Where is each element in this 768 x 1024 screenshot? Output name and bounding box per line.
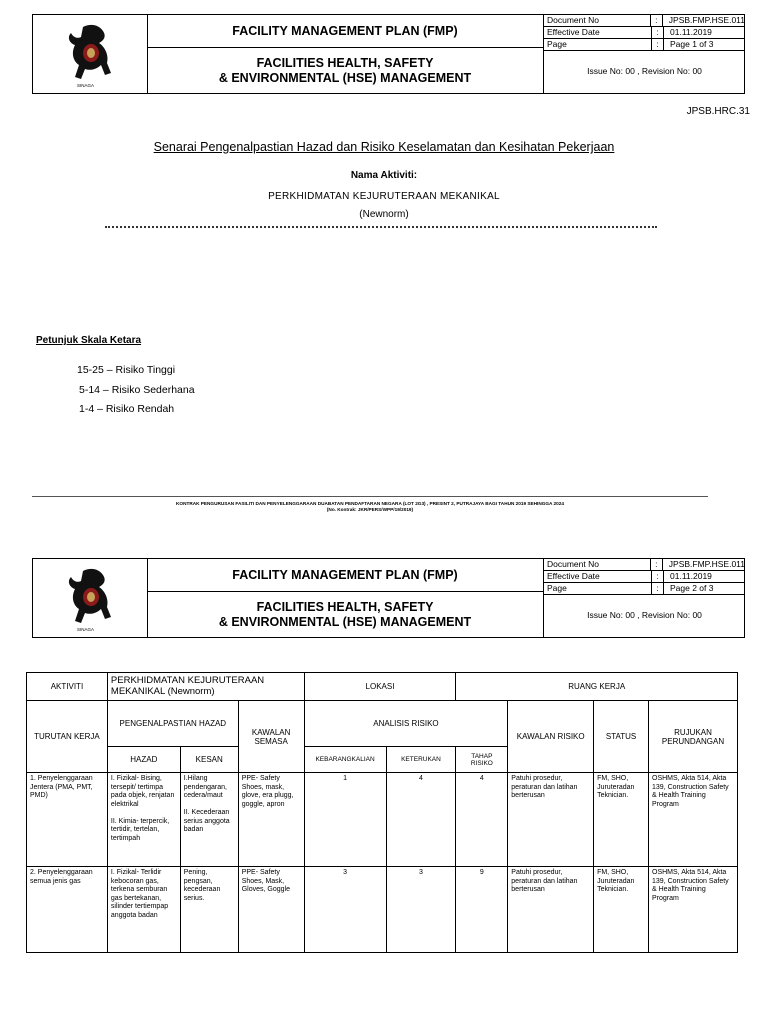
row-status: FM, SHO, Juruteradan Teknician. [594,867,649,953]
row-hazad: I. Fizikal- Terlidir kebocoran gas, terkena semburan gas bertekanan, silinder tertiempap anggota badan [107,867,180,953]
activity-subtitle: (Newnorm) [359,209,409,220]
colon: : [652,39,664,50]
plan-title: FACILITY MANAGEMENT PLAN (FMP) [147,559,544,592]
row-kawalan-risiko: Patuhi prosedur, peraturan dan latihan berterusan [508,867,594,953]
col-kebarangkalian: KEBARANGKALIAN [304,747,386,773]
row-kawalan-risiko: Patuhi prosedur, peraturan dan latihan berterusan [508,773,594,867]
colon: : [652,27,664,38]
colon: : [652,571,664,582]
subtitle-line-1: FACILITIES HEALTH, SAFETY [256,55,434,70]
activity-label: Nama Aktiviti: [350,170,418,181]
subtitle-line-2: & ENVIRONMENTAL (HSE) MANAGEMENT [218,614,472,629]
col-hazad: HAZAD [107,747,180,773]
col-kesan: KESAN [180,747,238,773]
lokasi-value: RUANG KERJA [456,673,738,701]
row-kesan: Pening, pengsan, kecederaan serius. [180,867,238,953]
lokasi-label: LOKASI [304,673,456,701]
page2-header [32,558,745,638]
scale-low: 1-4 – Risiko Rendah [79,403,175,415]
page-label: Page [544,39,652,50]
document-meta [544,559,745,595]
activity-name: PERKHIDMATAN KEJURUTERAAN MEKANIKAL [268,191,500,202]
hse-subtitle [147,48,544,93]
contract-footer [60,501,680,513]
row-tahap: 4 [456,773,508,867]
table-row [27,867,738,953]
effective-date-value: 01.11.2019 [670,571,712,581]
page-number: Page 1 of 3 [670,39,714,49]
aktiviti-value: PERKHIDMATAN KEJURUTERAAN MEKANIKAL (Newnorm) [107,673,304,701]
col-keterukan: KETERUKAN [386,747,456,773]
subtitle-line-1: FACILITIES HEALTH, SAFETY [256,599,434,614]
page-label: Page [544,583,652,594]
aktiviti-label: AKTIVITI [27,673,108,701]
logo-caption: SINAGA [77,83,95,88]
col-analisis: ANALISIS RISIKO [304,701,508,747]
col-turutan: TURUTAN KERJA [27,701,108,773]
row-tahap: 9 [456,867,508,953]
col-kawalan-semasa: KAWALAN SEMASA [238,701,304,773]
row-turutan: 1. Penyelenggaraan Jentera (PMA, PMT, PMD) [27,773,108,867]
doc-no-label: Document No [544,559,651,570]
footer-divider [32,496,708,497]
page1-header [32,14,745,94]
company-logo [33,15,148,93]
scale-medium: 5-14 – Risiko Sederhana [79,384,195,396]
col-tahap: TAHAP RISIKO [456,747,508,773]
row-status: FM, SHO, Juruteradan Teknician. [594,773,649,867]
page-number: Page 2 of 3 [670,583,714,593]
header-row-1 [27,701,738,747]
row-kawalan-semasa: PPE- Safety Shoes, mask, glove, era plugg, goggle, apron [238,773,304,867]
doc-no-value: JPSB.FMP.HSE.011 [668,15,745,25]
effective-date-value: 01.11.2019 [670,27,712,37]
footer-line-1: KONTRAK PENGURUSAN FASILITI DAN PENYELENGGARAAN DUABATAN PENDAFTARAN NEGARA (LOT 2G3) , PRESINT 2, PUTRAJAYA BAGI TAHUN 2019 SEHINGGA 2024 [176,501,564,506]
risk-assessment-table [26,672,738,953]
effective-date-label: Effective Date [544,27,652,38]
plan-title: FACILITY MANAGEMENT PLAN (FMP) [147,15,544,48]
colon: : [652,583,664,594]
table-row [27,773,738,867]
colon: : [651,559,663,570]
subtitle-line-2: & ENVIRONMENTAL (HSE) MANAGEMENT [218,70,472,85]
horse-logo-icon [33,15,147,93]
row-rujukan: OSHMS, Akta 514, Akta 139, Construction Safety & Health Training Program [649,773,738,867]
activity-row [27,673,738,701]
issue-revision: Issue No: 00 , Revision No: 00 [587,66,702,76]
col-rujukan: RUJUKAN PERUNDANGAN [649,701,738,773]
row-kebarangkalian: 3 [304,867,386,953]
scale-high: 15-25 – Risiko Tinggi [77,364,176,376]
hse-subtitle [147,592,544,637]
col-status: STATUS [594,701,649,773]
effective-date-label: Effective Date [544,571,652,582]
scale-title: Petunjuk Skala Ketara [36,335,142,346]
document-title: Senarai Pengenalpastian Hazad dan Risiko Keselamatan dan Kesihatan Pekerjaan [153,140,615,154]
row-kebarangkalian: 1 [304,773,386,867]
colon: : [651,15,663,26]
doc-no-value: JPSB.FMP.HSE.011 [668,559,745,569]
col-kawalan-risiko: KAWALAN RISIKO [508,701,594,773]
logo-caption: SINAGA [77,627,95,632]
row-hazad: I. Fizikal- Bising, tersepit/ tertimpa pada objek, renjatan elektrikal II. Kimia- terpercik, tertidir, tertelan, tertimpah [107,773,180,867]
col-pengenalpastian: PENGENALPASTIAN HAZAD [107,701,238,747]
row-kawalan-semasa: PPE- Safety Shoes, Mask, Gloves, Goggle [238,867,304,953]
issue-revision: Issue No: 00 , Revision No: 00 [587,610,702,620]
row-keterukan: 4 [386,773,456,867]
row-keterukan: 3 [386,867,456,953]
horse-logo-icon [33,559,147,637]
company-logo [33,559,148,637]
row-kesan: I.Hilang pendengaran, cedera/maut II. Kecederaan serius anggota badan [180,773,238,867]
doc-no-label: Document No [544,15,651,26]
row-turutan: 2. Penyelenggaraan semua jenis gas [27,867,108,953]
row-rujukan: OSHMS, Akta 514, Akta 139, Construction Safety & Health Training Program [649,867,738,953]
dotted-divider [105,226,657,228]
footer-line-2: (No. Kontrak: JKR/PERS/WPP/19/2019) [326,507,414,512]
document-meta [544,15,745,51]
form-reference: JPSB.HRC.31 [686,106,750,117]
